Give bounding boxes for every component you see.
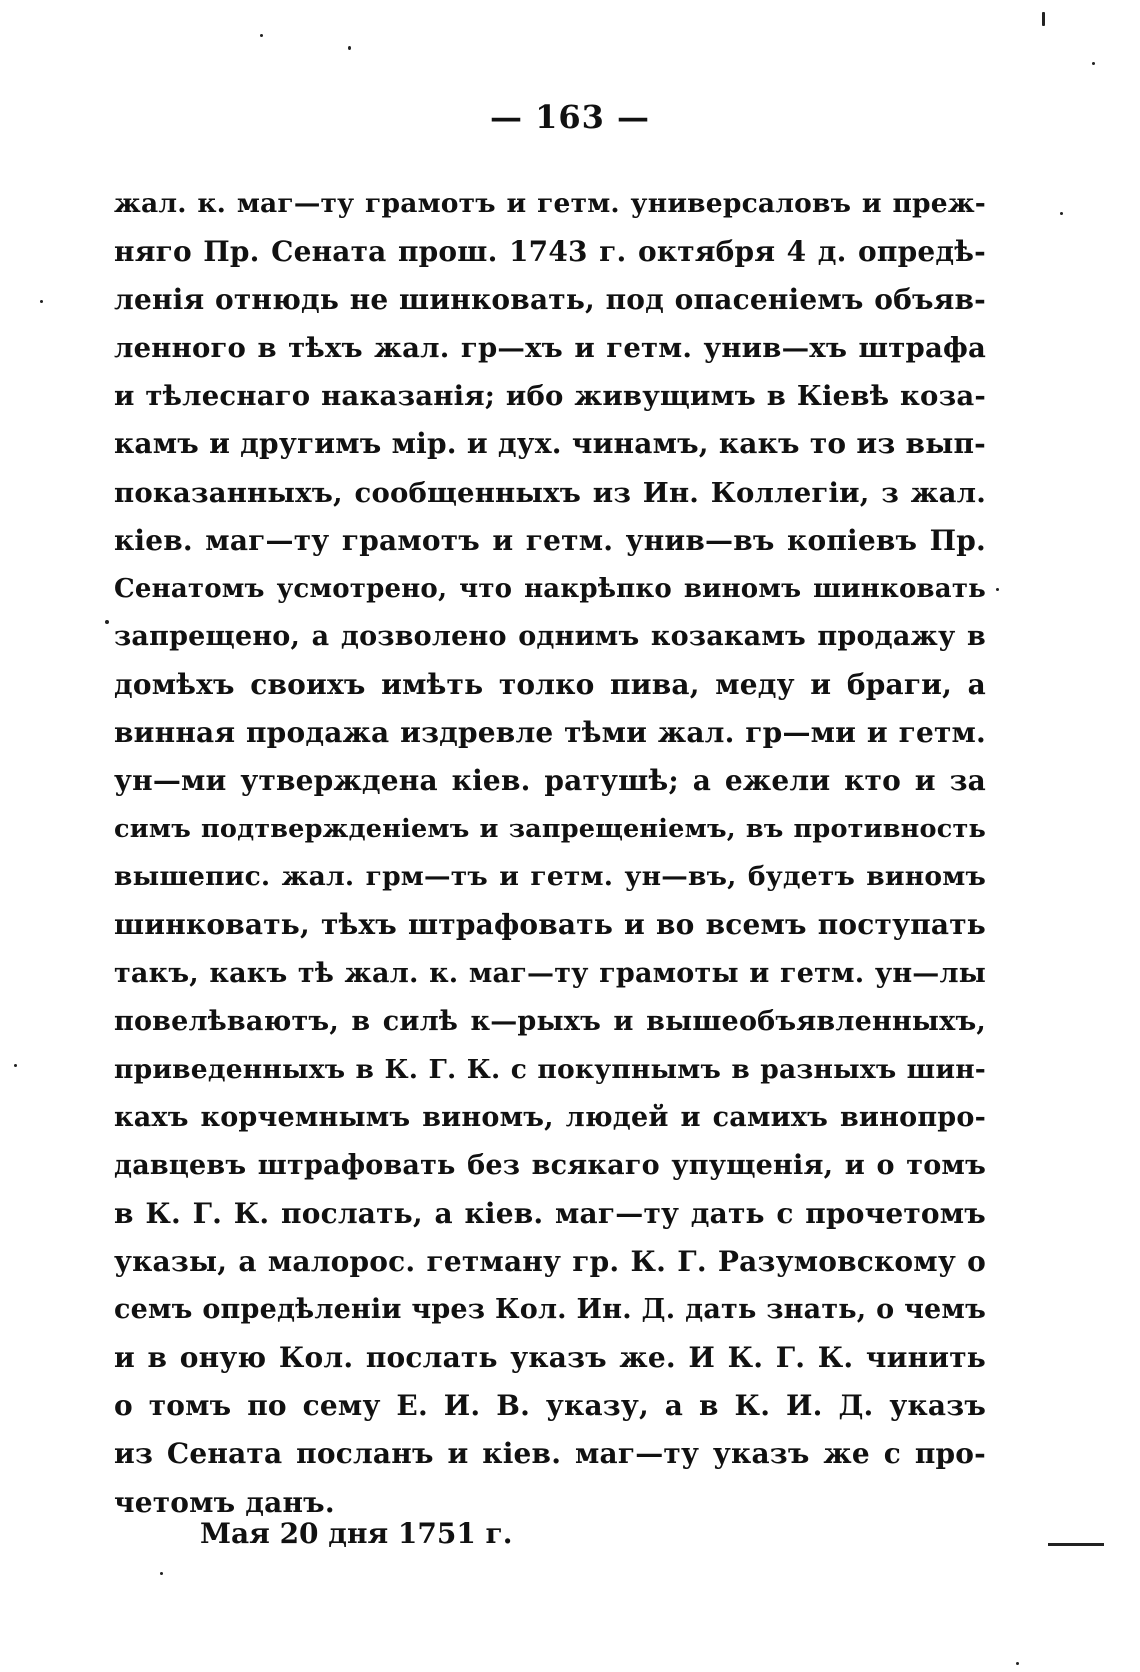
text-line: Сенатомъ усмотрено, что накрѣпко виномъ шинковать (114, 573, 986, 604)
scan-speck (1060, 212, 1063, 215)
text-line: жал. к. маг—ту грамотъ и гетм. универсаловъ и преж- (114, 188, 986, 219)
text-line: домѣхъ своихъ имѣть толко пива, меду и браги, а (114, 667, 986, 701)
body-text (114, 180, 986, 1527)
text-line: четомъ данъ. (114, 1485, 335, 1519)
scan-speck (996, 588, 999, 591)
text-line: ленного в тѣхъ жал. гр—хъ и гетм. унив—хъ штрафа (114, 332, 986, 365)
text-line: симъ подтвержденіемъ и запрещеніемъ, въ противность (114, 814, 986, 845)
text-line: и тѣлеснаго наказанія; ибо живущимъ в Кіевѣ коза- (114, 380, 986, 413)
scan-speck (14, 1064, 17, 1067)
scan-speck (160, 1572, 163, 1575)
page-number: — 163 — (489, 98, 651, 136)
text-line: указы, а малорос. гетману гр. К. Г. Разумовскому о (114, 1245, 986, 1279)
text-line: камъ и другимъ мір. и дух. чинамъ, какъ то из вып- (114, 427, 986, 461)
text-line: в К. Г. К. послать, а кіев. маг—ту дать с прочетомъ (114, 1196, 986, 1230)
text-line: ленія отнюдь не шинковать, под опасеніемъ объяв- (114, 283, 986, 317)
scan-speck (40, 300, 43, 303)
text-line: кахъ корчемнымъ виномъ, людей и самихъ винопро- (114, 1101, 986, 1133)
text-line: няго Пр. Сената прош. 1743 г. октября 4 д. опредѣ- (114, 235, 986, 269)
text-line: вышепис. жал. грм—тъ и гетм. ун—въ, будетъ виномъ (114, 861, 986, 893)
scan-speck (348, 46, 351, 50)
scan-speck (1092, 62, 1095, 65)
text-line: давцевъ штрафовать без всякаго упущенія, и о томъ (114, 1149, 986, 1181)
scan-speck (105, 620, 109, 624)
text-line: повелѣваютъ, в силѣ к—рыхъ и вышеобъявленныхъ, (114, 1005, 986, 1037)
text-line: винная продажа издревле тѣми жал. гр—ми и гетм. (114, 716, 986, 750)
date-line: Мая 20 дня 1751 г. (200, 1517, 513, 1550)
scan-speck (260, 34, 263, 37)
scan-mark (1048, 1543, 1104, 1546)
text-line: из Сената посланъ и кіев. маг—ту указъ же с про- (114, 1437, 986, 1471)
text-line: показанныхъ, сообщенныхъ из Ин. Коллегіи, з жал. (114, 476, 986, 509)
text-line: приведенныхъ в К. Г. К. с покупнымъ в разныхъ шин- (114, 1053, 986, 1085)
text-line: ун—ми утверждена кіев. ратушѣ; а ежели кто и за (114, 764, 986, 798)
text-line: семъ опредѣленіи чрез Кол. Ин. Д. дать знать, о чемъ (114, 1294, 986, 1326)
text-line: о томъ по сему Е. И. В. указу, а в К. И. Д. указъ (114, 1389, 986, 1423)
text-line: кіев. маг—ту грамотъ и гетм. унив—въ копіевъ Пр. (114, 523, 986, 557)
text-line: и в оную Кол. послать указъ же. И К. Г. К. чинить (114, 1341, 986, 1375)
scan-speck (1042, 12, 1045, 26)
text-line: запрещено, а дозволено однимъ козакамъ продажу в (114, 620, 986, 652)
text-line: такъ, какъ тѣ жал. к. маг—ту грамоты и гетм. ун—лы (114, 957, 986, 989)
scan-speck (1016, 1662, 1019, 1665)
text-line: шинковать, тѣхъ штрафовать и во всемъ поступать (114, 908, 986, 942)
